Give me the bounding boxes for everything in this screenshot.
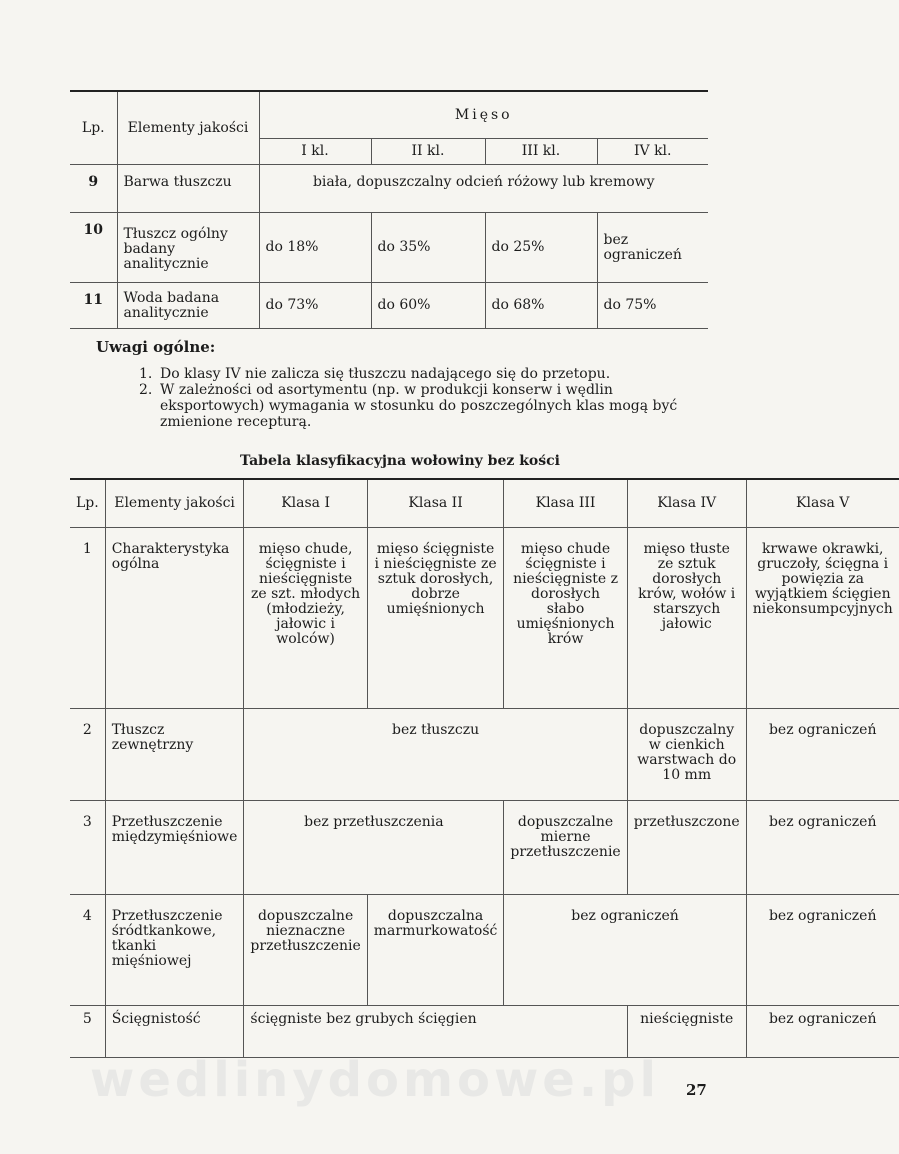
col-header-class: Klasa V xyxy=(746,479,899,527)
cell-value: bez ograniczeń xyxy=(504,894,746,1005)
row-element: Tłuszcz ogólny badany analitycznie xyxy=(117,213,259,283)
meat-quality-table xyxy=(70,90,708,329)
table-row xyxy=(70,708,899,800)
col-header-class: Klasa III xyxy=(504,479,627,527)
cell-value: do 60% xyxy=(371,283,485,329)
row-number: 9 xyxy=(70,165,117,213)
col-header-class: Klasa IV xyxy=(627,479,746,527)
cell-value: mięso tłuste ze sztuk dorosłych krów, wołów i starszych jałowic xyxy=(627,527,746,708)
table-title: Tabela klasyfikacyjna wołowiny bez kości xyxy=(240,453,560,469)
cell-value: do 18% xyxy=(259,213,371,283)
cell-value: przetłuszczone xyxy=(627,800,746,894)
cell-value: do 75% xyxy=(597,283,708,329)
class-header: II kl. xyxy=(371,139,485,165)
cell-value: do 35% xyxy=(371,213,485,283)
cell-value: dopuszczalna marmurkowatość xyxy=(367,894,504,1005)
row-element: Barwa tłuszczu xyxy=(117,165,259,213)
col-header-elements: Elementy jakości xyxy=(105,479,244,527)
table-row xyxy=(70,283,708,329)
table-row xyxy=(70,800,899,894)
cell-value: nieścięgniste xyxy=(627,1005,746,1057)
class-header: IV kl. xyxy=(597,139,708,165)
beef-classification-table xyxy=(70,478,899,1058)
page-number: 27 xyxy=(686,1081,707,1099)
table-row xyxy=(70,527,899,708)
notes-title: Uwagi ogólne: xyxy=(96,338,216,356)
row-element: Charakterystyka ogólna xyxy=(105,527,244,708)
cell-value: mięso ścięgniste i nieścięgniste ze sztuk dorosłych, dobrze umięśnionych xyxy=(367,527,504,708)
class-header: I kl. xyxy=(259,139,371,165)
row-element: Tłuszcz zewnętrzny xyxy=(105,708,244,800)
row-number: 10 xyxy=(70,213,117,283)
cell-value: dopuszczalny w cienkich warstwach do 10 mm xyxy=(627,708,746,800)
list-item: 1. Do klasy IV nie zalicza się tłuszczu nadającego się do przetopu. xyxy=(139,366,611,382)
row-number: 1 xyxy=(70,527,105,708)
col-header-lp: Lp. xyxy=(70,91,117,165)
cell-value: mięso chude ścięgniste i nieścięgniste z dorosłych słabo umięśnionych krów xyxy=(504,527,627,708)
cell-value: do 73% xyxy=(259,283,371,329)
row-number: 3 xyxy=(70,800,105,894)
notes-list xyxy=(140,366,708,430)
row-element: Woda badana analitycznie xyxy=(117,283,259,329)
class-header: III kl. xyxy=(485,139,597,165)
col-header-class: Klasa II xyxy=(367,479,504,527)
table-row xyxy=(70,213,708,283)
row-number: 11 xyxy=(70,283,117,329)
col-header-elements: Elementy jakości xyxy=(117,91,259,165)
cell-value: do 25% xyxy=(485,213,597,283)
cell-value: dopuszczalne mierne przetłuszczenie xyxy=(504,800,627,894)
cell-value: bez ograniczeń xyxy=(746,800,899,894)
cell-value: mięso chude, ścięgniste i nieścięgniste ze szt. młodych (młodzieży, jałowic i wolców) xyxy=(244,527,367,708)
cell-value: dopuszczalne nieznaczne przetłuszczenie xyxy=(244,894,367,1005)
col-header-lp: Lp. xyxy=(70,479,105,527)
cell-value: bez przetłuszczenia xyxy=(244,800,504,894)
row-element: Przetłuszczenie śródtkankowe, tkanki mięśniowej xyxy=(105,894,244,1005)
cell-value: bez ograniczeń xyxy=(746,1005,899,1057)
row-span-value: biała, dopuszczalny odcień różowy lub kremowy xyxy=(259,165,708,213)
table-row xyxy=(70,1005,899,1057)
cell-value: krwawe okrawki, gruczoły, ścięgna i powięzia za wyjątkiem ścięgien niekonsumpcyjnych xyxy=(746,527,899,708)
cell-value: bez tłuszczu xyxy=(244,708,627,800)
list-item: 2. W zależności od asortymentu (np. w produkcji konserw i wędlin eksportowych) wymagania w stosunku do poszczególnych klas mogą być zmienione recepturą. xyxy=(139,382,678,430)
cell-value: bez ograniczeń xyxy=(746,708,899,800)
cell-value: bez ograniczeń xyxy=(597,213,708,283)
cell-value: bez ograniczeń xyxy=(746,894,899,1005)
cell-value: do 68% xyxy=(485,283,597,329)
col-header-group: Mięso xyxy=(259,91,708,139)
col-header-class: Klasa I xyxy=(244,479,367,527)
watermark: wedlinydomowe.pl xyxy=(90,1052,660,1108)
row-number: 2 xyxy=(70,708,105,800)
cell-value: ścięgniste bez grubych ścięgien xyxy=(244,1005,627,1057)
row-number: 4 xyxy=(70,894,105,1005)
table-row xyxy=(70,165,708,213)
row-element: Ścięgnistość xyxy=(105,1005,244,1057)
row-element: Przetłuszczenie międzymięśniowe xyxy=(105,800,244,894)
row-number: 5 xyxy=(70,1005,105,1057)
table-row xyxy=(70,894,899,1005)
